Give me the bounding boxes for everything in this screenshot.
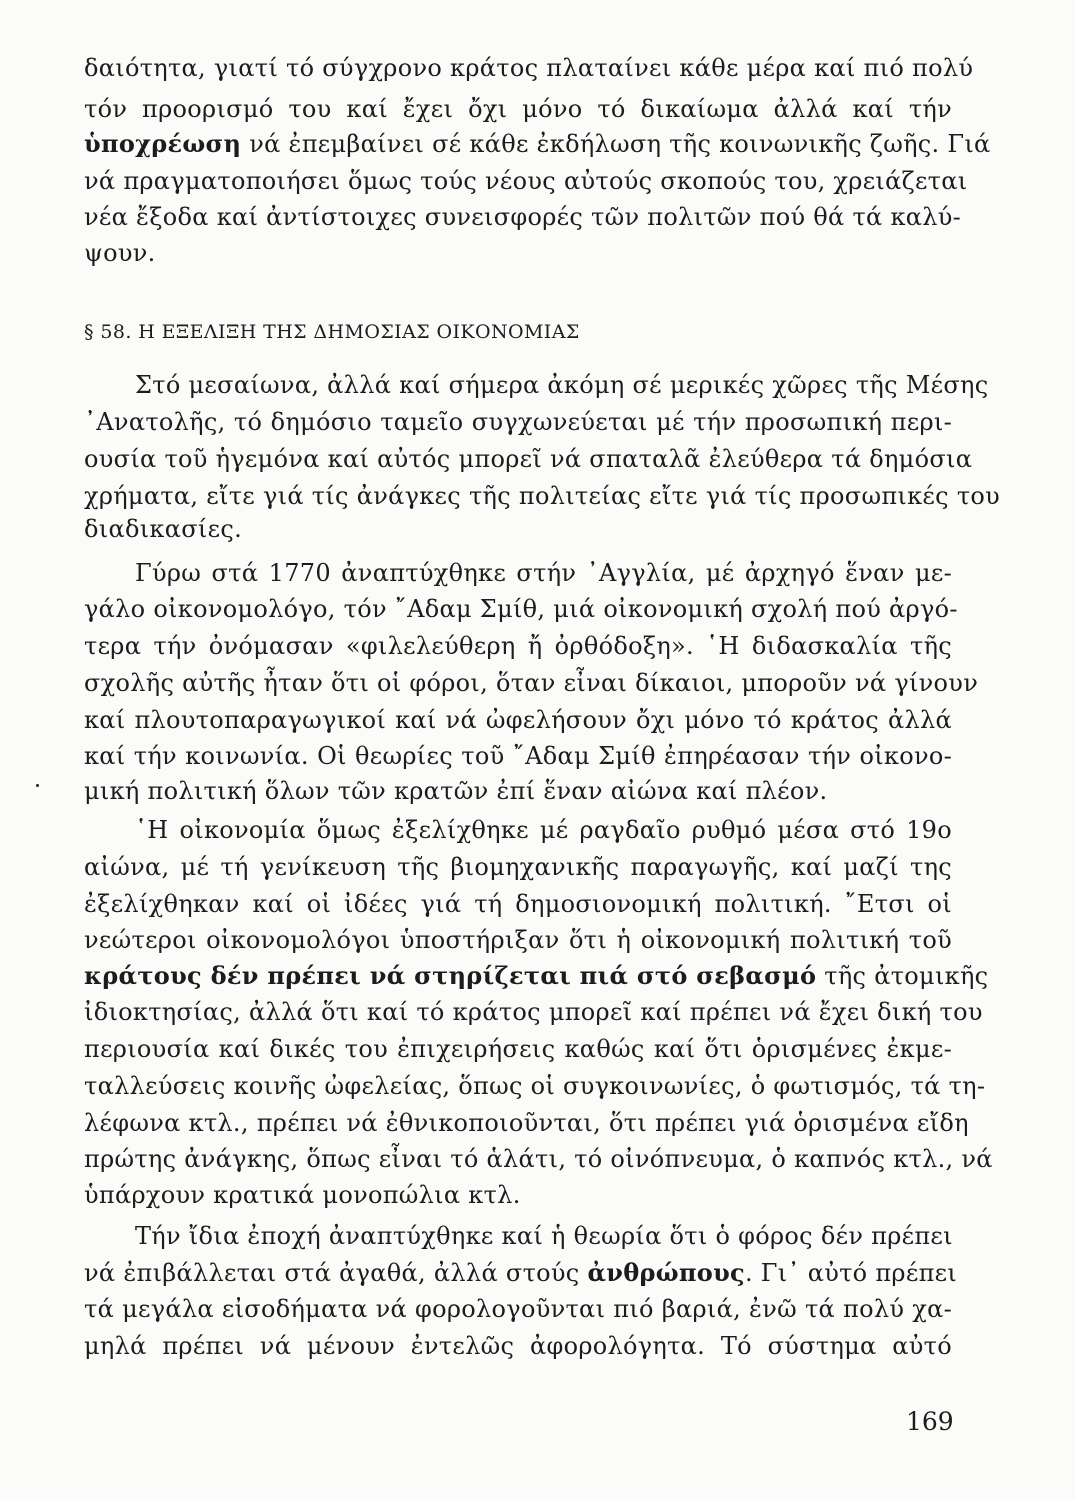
text-fragment: νά ἐπεμβαίνει σέ κάθε ἐκδήλωση τῆς κοινωνικῆς ζωῆς. Γιά — [249, 130, 991, 158]
text-line: ᾿Ανατολῆς, τό δημόσιο ταμεῖο συγχωνεύεται μέ τήν προσωπική περι- — [84, 408, 952, 436]
text-line: σχολῆς αὐτῆς ἦταν ὅτι οἱ φόροι, ὅταν εἶναι δίκαιοι, μποροῦν νά γίνουν — [84, 669, 979, 697]
text-line: πρώτης ἀνάγκης, ὅπως εἶναι τό ἁλάτι, τό οἰνόπνευμα, ὁ καπνός κτλ., νά — [84, 1145, 993, 1173]
text-line: ουσία τοῦ ἡγεμόνα καί αὐτός μπορεῖ νά σπαταλᾶ ἐλεύθερα τά δημόσια — [84, 445, 973, 473]
text-fragment: . Γι᾿ αὐτό πρέπει — [744, 1259, 958, 1287]
paragraph-first-line: Τήν ἴδια ἐποχή ἀναπτύχθηκε καί ἡ θεωρία ὅτι ὁ φόρος δέν πρέπει — [135, 1222, 953, 1250]
text-line: ὑπάρχουν κρατικά μονοπώλια κτλ. — [84, 1181, 521, 1209]
text-line: μηλά πρέπει νά μένουν ἐντελῶς ἀφορολόγητα. Τό σύστημα αὐτό — [84, 1332, 952, 1360]
page-number: 169 — [906, 1407, 954, 1436]
text-line: τά μεγάλα εἰσοδήματα νά φορολογοῦνται πιό βαριά, ἐνῶ τά πολύ χα- — [84, 1295, 952, 1323]
text-line — [84, 961, 989, 991]
text-line: περιουσία καί δικές του ἐπιχειρήσεις καθώς καί ὅτι ὁρισμένες ἐκμε- — [84, 1035, 952, 1063]
text-line: ψουν. — [84, 239, 156, 267]
text-line: λέφωνα κτλ., πρέπει νά ἐθνικοποιοῦνται, ὅτι πρέπει γιά ὁρισμένα εἴδη — [84, 1109, 969, 1137]
text-line: ταλλεύσεις κοινῆς ὠφελείας, ὅπως οἱ συγκοινωνίες, ὁ φωτισμός, τά τη- — [84, 1072, 986, 1100]
bold-term-obligation: ὑποχρέωση — [84, 129, 242, 158]
paragraph-first-line: ῾Η οἰκονομία ὅμως ἐξελίχθηκε μέ ραγδαῖο ρυθμό μέσα στό 19ο — [135, 816, 952, 844]
text-line: χρήματα, εἴτε γιά τίς ἀνάγκες τῆς πολιτείας εἴτε γιά τίς προσωπικές του — [84, 482, 1001, 510]
text-line: νεώτεροι οἰκονομολόγοι ὑποστήριξαν ὅτι ἡ οἰκονομική πολιτική τοῦ — [84, 926, 952, 954]
text-line: γάλο οἰκονομολόγο, τόν ῎Αδαμ Σμίθ, μιά οἰκονομική σχολή πού ἀργό- — [84, 595, 958, 623]
text-line — [84, 1258, 958, 1288]
section-heading: § 58. Η ΕΞΕΛΙΞΗ ΤΗΣ ΔΗΜΟΣΙΑΣ ΟΙΚΟΝΟΜΙΑΣ — [84, 321, 580, 343]
text-line: νέα ἔξοδα καί ἀντίστοιχες συνεισφορές τῶν πολιτῶν πού θά τά καλύ- — [84, 203, 962, 231]
paragraph-first-line: Στό μεσαίωνα, ἀλλά καί σήμερα ἀκόμη σέ μερικές χῶρες τῆς Μέσης — [135, 371, 989, 399]
text-line: καί πλουτοπαραγωγικοί καί νά ὠφελήσουν ὄχι μόνο τό κράτος ἀλλά — [84, 706, 952, 734]
bold-term-people: ἀνθρώπους — [587, 1258, 745, 1287]
text-line: διαδικασίες. — [84, 515, 243, 543]
bold-phrase-state: κράτους δέν πρέπει νά στηρίζεται πιά στό σεβασμό — [84, 961, 817, 990]
text-line: τερα τήν ὀνόμασαν «φιλελεύθερη ἤ ὀρθόδοξη». ῾Η διδασκαλία τῆς — [84, 632, 952, 660]
text-line: αἰώνα, μέ τή γενίκευση τῆς βιομηχανικῆς παραγωγῆς, καί μαζί της — [84, 853, 952, 881]
text-line: ἐξελίχθηκαν καί οἱ ἰδέες γιά τή δημοσιονομική πολιτική. ῎Ετσι οἱ — [84, 890, 952, 918]
margin-speck — [36, 784, 39, 787]
paragraph-first-line: Γύρω στά 1770 ἀναπτύχθηκε στήν ᾿Αγγλία, μέ ἀρχηγό ἕναν με- — [135, 559, 952, 587]
text-line: δαιότητα, γιατί τό σύγχρονο κράτος πλαταίνει κάθε μέρα καί πιό πολύ — [84, 54, 974, 82]
text-line: τόν προορισμό του καί ἔχει ὄχι μόνο τό δικαίωμα ἀλλά καί τήν — [84, 95, 952, 123]
text-line: μική πολιτική ὅλων τῶν κρατῶν ἐπί ἕναν αἰώνα καί πλέον. — [84, 777, 828, 805]
text-line: ἰδιοκτησίας, ἀλλά ὅτι καί τό κράτος μπορεῖ καί πρέπει νά ἔχει δική του — [84, 998, 983, 1026]
text-line: νά πραγματοποιήσει ὅμως τούς νέους αὐτούς σκοπούς του, χρειάζεται — [84, 167, 968, 195]
text-fragment: τῆς ἀτομικῆς — [824, 962, 989, 990]
text-line — [84, 129, 991, 159]
text-fragment: νά ἐπιβάλλεται στά ἀγαθά, ἀλλά στούς — [84, 1259, 580, 1287]
text-line: καί τήν κοινωνία. Οἱ θεωρίες τοῦ ῎Αδαμ Σμίθ ἐπηρέασαν τήν οἰκονο- — [84, 742, 952, 770]
